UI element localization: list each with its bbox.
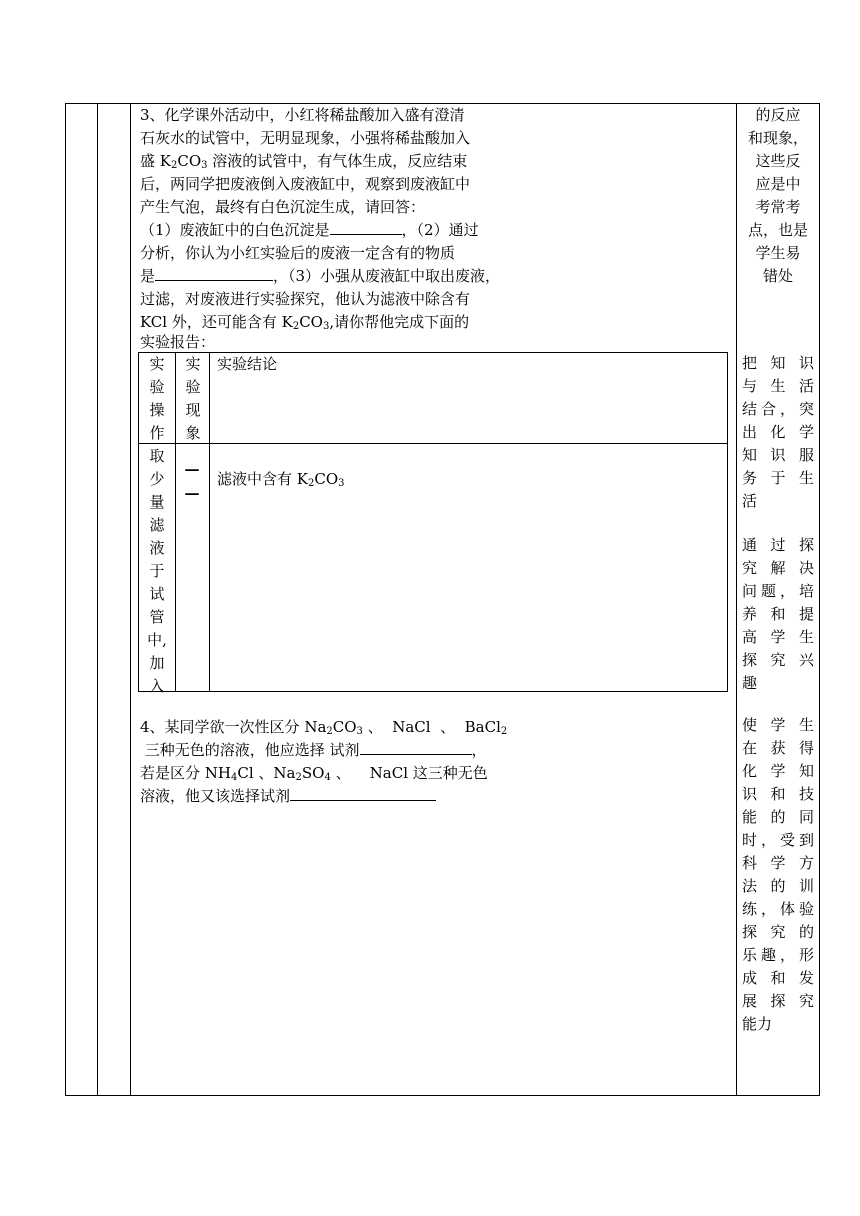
answer-blank[interactable] <box>155 265 273 281</box>
side-note-2: 把 知 识 与 生 活 结合，突 出 化 学 知 识 服 务 于 生 活 <box>742 354 814 510</box>
q3-line: 是 ，（3）小强从废液缸中取出废液， <box>140 267 501 285</box>
cell-conclusion: 滤液中含有 $K_2CO_3$ <box>217 470 345 489</box>
experiment-report-table <box>138 352 728 692</box>
answer-blank[interactable] <box>330 219 402 235</box>
table-col-divider <box>209 352 210 692</box>
header-operation: 实 验 操 作 <box>149 355 165 442</box>
header-conclusion: 实验结论 <box>217 355 278 373</box>
side-note-3: 通 过 探 究 解 决 问题，培 养 和 提 高 学 生 探 究 兴 趣 <box>742 536 814 692</box>
q3-line: 实验报告： <box>140 333 216 351</box>
q3-line: KCl 外，还可能含有 $K_2CO_3$,请你帮他完成下面的 <box>140 313 470 332</box>
q3-line: 过滤，对废液进行实验探究，他认为滤液中除含有 <box>140 290 471 308</box>
answer-blank[interactable] <box>290 785 436 801</box>
q4-line: 溶液，他又该选择试剂 <box>140 785 436 807</box>
table-col-divider <box>175 352 176 692</box>
answer-blank[interactable] <box>360 739 472 755</box>
q3-line: 3、化学课外活动中，小红将稀盐酸加入盛有澄清 <box>140 106 465 124</box>
column-divider <box>97 103 98 1096</box>
side-note-1: 的反应 和现象， 这些反 应是中 考常考 点，也是 学生易 错处 <box>747 106 808 285</box>
header-phenomenon: 实 验 现 象 <box>185 355 201 442</box>
q3-line: 盛 $K_2CO_3$ 溶液的试管中，有气体生成，反应结束 <box>140 152 468 171</box>
table-row-divider <box>138 443 728 444</box>
column-divider <box>736 103 737 1096</box>
cell-phenomenon: — — <box>184 460 200 502</box>
q4-line: 若是区分 $NH_4Cl$ 、$Na_2SO_4$ 、 NaCl 这三种无色 <box>140 764 488 783</box>
q3-line: 分析，你认为小红实验后的废液一定含有的物质 <box>140 244 456 262</box>
q3-line: 产生气泡，最终有白色沉淀生成，请回答： <box>140 198 426 216</box>
side-note-4: 使 学 生 在 获 得 化 学 知 识 和 技 能 的 同 时，受到 科 学 方 法 的 训 练，体验 探 究 的 乐趣，形 成 和 发 展 探 究 能力 <box>742 716 814 1033</box>
q4-line: 三种无色的溶液，他应选择 试剂 ， <box>140 741 487 759</box>
q3-line: 后，两同学把废液倒入废液缸中，观察到废液缸中 <box>140 175 471 193</box>
q3-line: （1）废液缸中的白色沉淀是 ，（2）通过 <box>140 221 479 239</box>
column-divider <box>130 103 131 1096</box>
cell-operation: 取 少 量 滤 液 于 试 管 中, 加 入 <box>147 447 167 695</box>
q3-line: 石灰水的试管中，无明显现象，小强将稀盐酸加入 <box>140 129 471 147</box>
q4-line: 4、某同学欲一次性区分 $Na_2CO_3$ 、 NaCl 、 BaCl$_2$ <box>140 718 508 737</box>
